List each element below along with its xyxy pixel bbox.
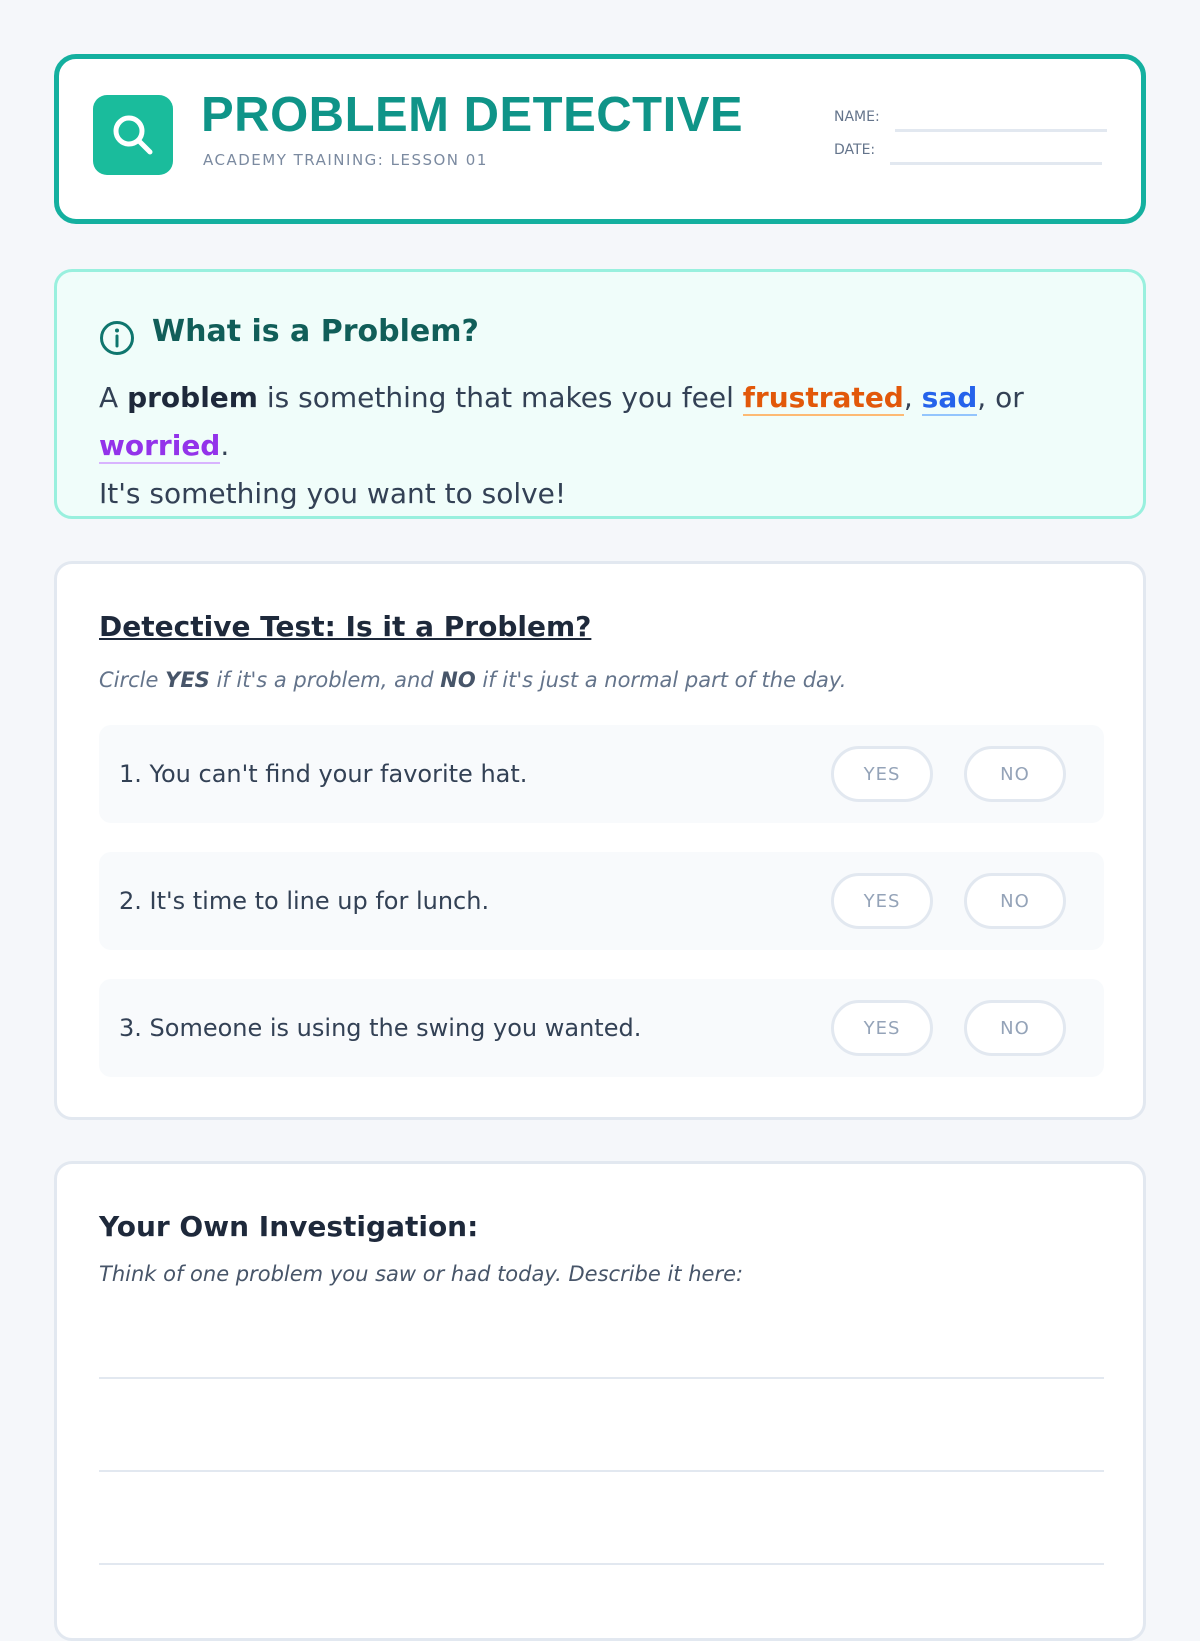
no-option[interactable]: NO — [964, 746, 1066, 802]
lesson-subtitle: ACADEMY TRAINING: LESSON 01 — [203, 151, 488, 169]
investigation-instruction: Think of one problem you saw or had today. Describe it here: — [99, 1262, 744, 1286]
definition-text: A problem is something that makes you feel frustrated, sad, or worried. It's something you want to solve! — [99, 381, 1024, 510]
question-row — [99, 979, 1104, 1077]
definition-line-2: It's something you want to solve! — [99, 477, 567, 510]
yes-option[interactable]: YES — [831, 1000, 933, 1056]
writing-line[interactable] — [99, 1470, 1104, 1472]
feeling-worried: worried — [99, 429, 221, 462]
question-text: 3. Someone is using the swing you wanted. — [119, 1014, 642, 1042]
yes-option[interactable]: YES — [831, 873, 933, 929]
yes-option[interactable]: YES — [831, 746, 933, 802]
feeling-sad: sad — [921, 381, 978, 414]
date-field-line[interactable] — [890, 162, 1102, 165]
name-field-line[interactable] — [895, 129, 1107, 132]
detective-test-card — [54, 561, 1146, 1120]
question-text: 1. You can't find your favorite hat. — [119, 760, 528, 788]
info-icon — [99, 320, 135, 356]
investigation-card — [54, 1161, 1146, 1641]
test-heading: Detective Test: Is it a Problem? — [99, 610, 592, 643]
no-option[interactable]: NO — [964, 1000, 1066, 1056]
investigation-heading: Your Own Investigation: — [99, 1210, 479, 1243]
writing-line[interactable] — [99, 1377, 1104, 1379]
magnifier-icon — [93, 95, 173, 175]
date-label: DATE: — [834, 142, 876, 158]
no-option[interactable]: NO — [964, 873, 1066, 929]
name-label: NAME: — [834, 109, 880, 125]
definition-heading: What is a Problem? — [152, 314, 479, 349]
question-text: 2. It's time to line up for lunch. — [119, 887, 490, 915]
keyword-problem: problem — [127, 381, 258, 414]
definition-card — [54, 269, 1146, 519]
question-row — [99, 852, 1104, 950]
writing-line[interactable] — [99, 1563, 1104, 1565]
worksheet-header — [54, 54, 1146, 224]
test-instruction: Circle YES if it's a problem, and NO if it's just a normal part of the day. — [99, 668, 847, 692]
page-title: PROBLEM DETECTIVE — [201, 88, 744, 142]
question-row — [99, 725, 1104, 823]
feeling-frustrated: frustrated — [742, 381, 904, 414]
